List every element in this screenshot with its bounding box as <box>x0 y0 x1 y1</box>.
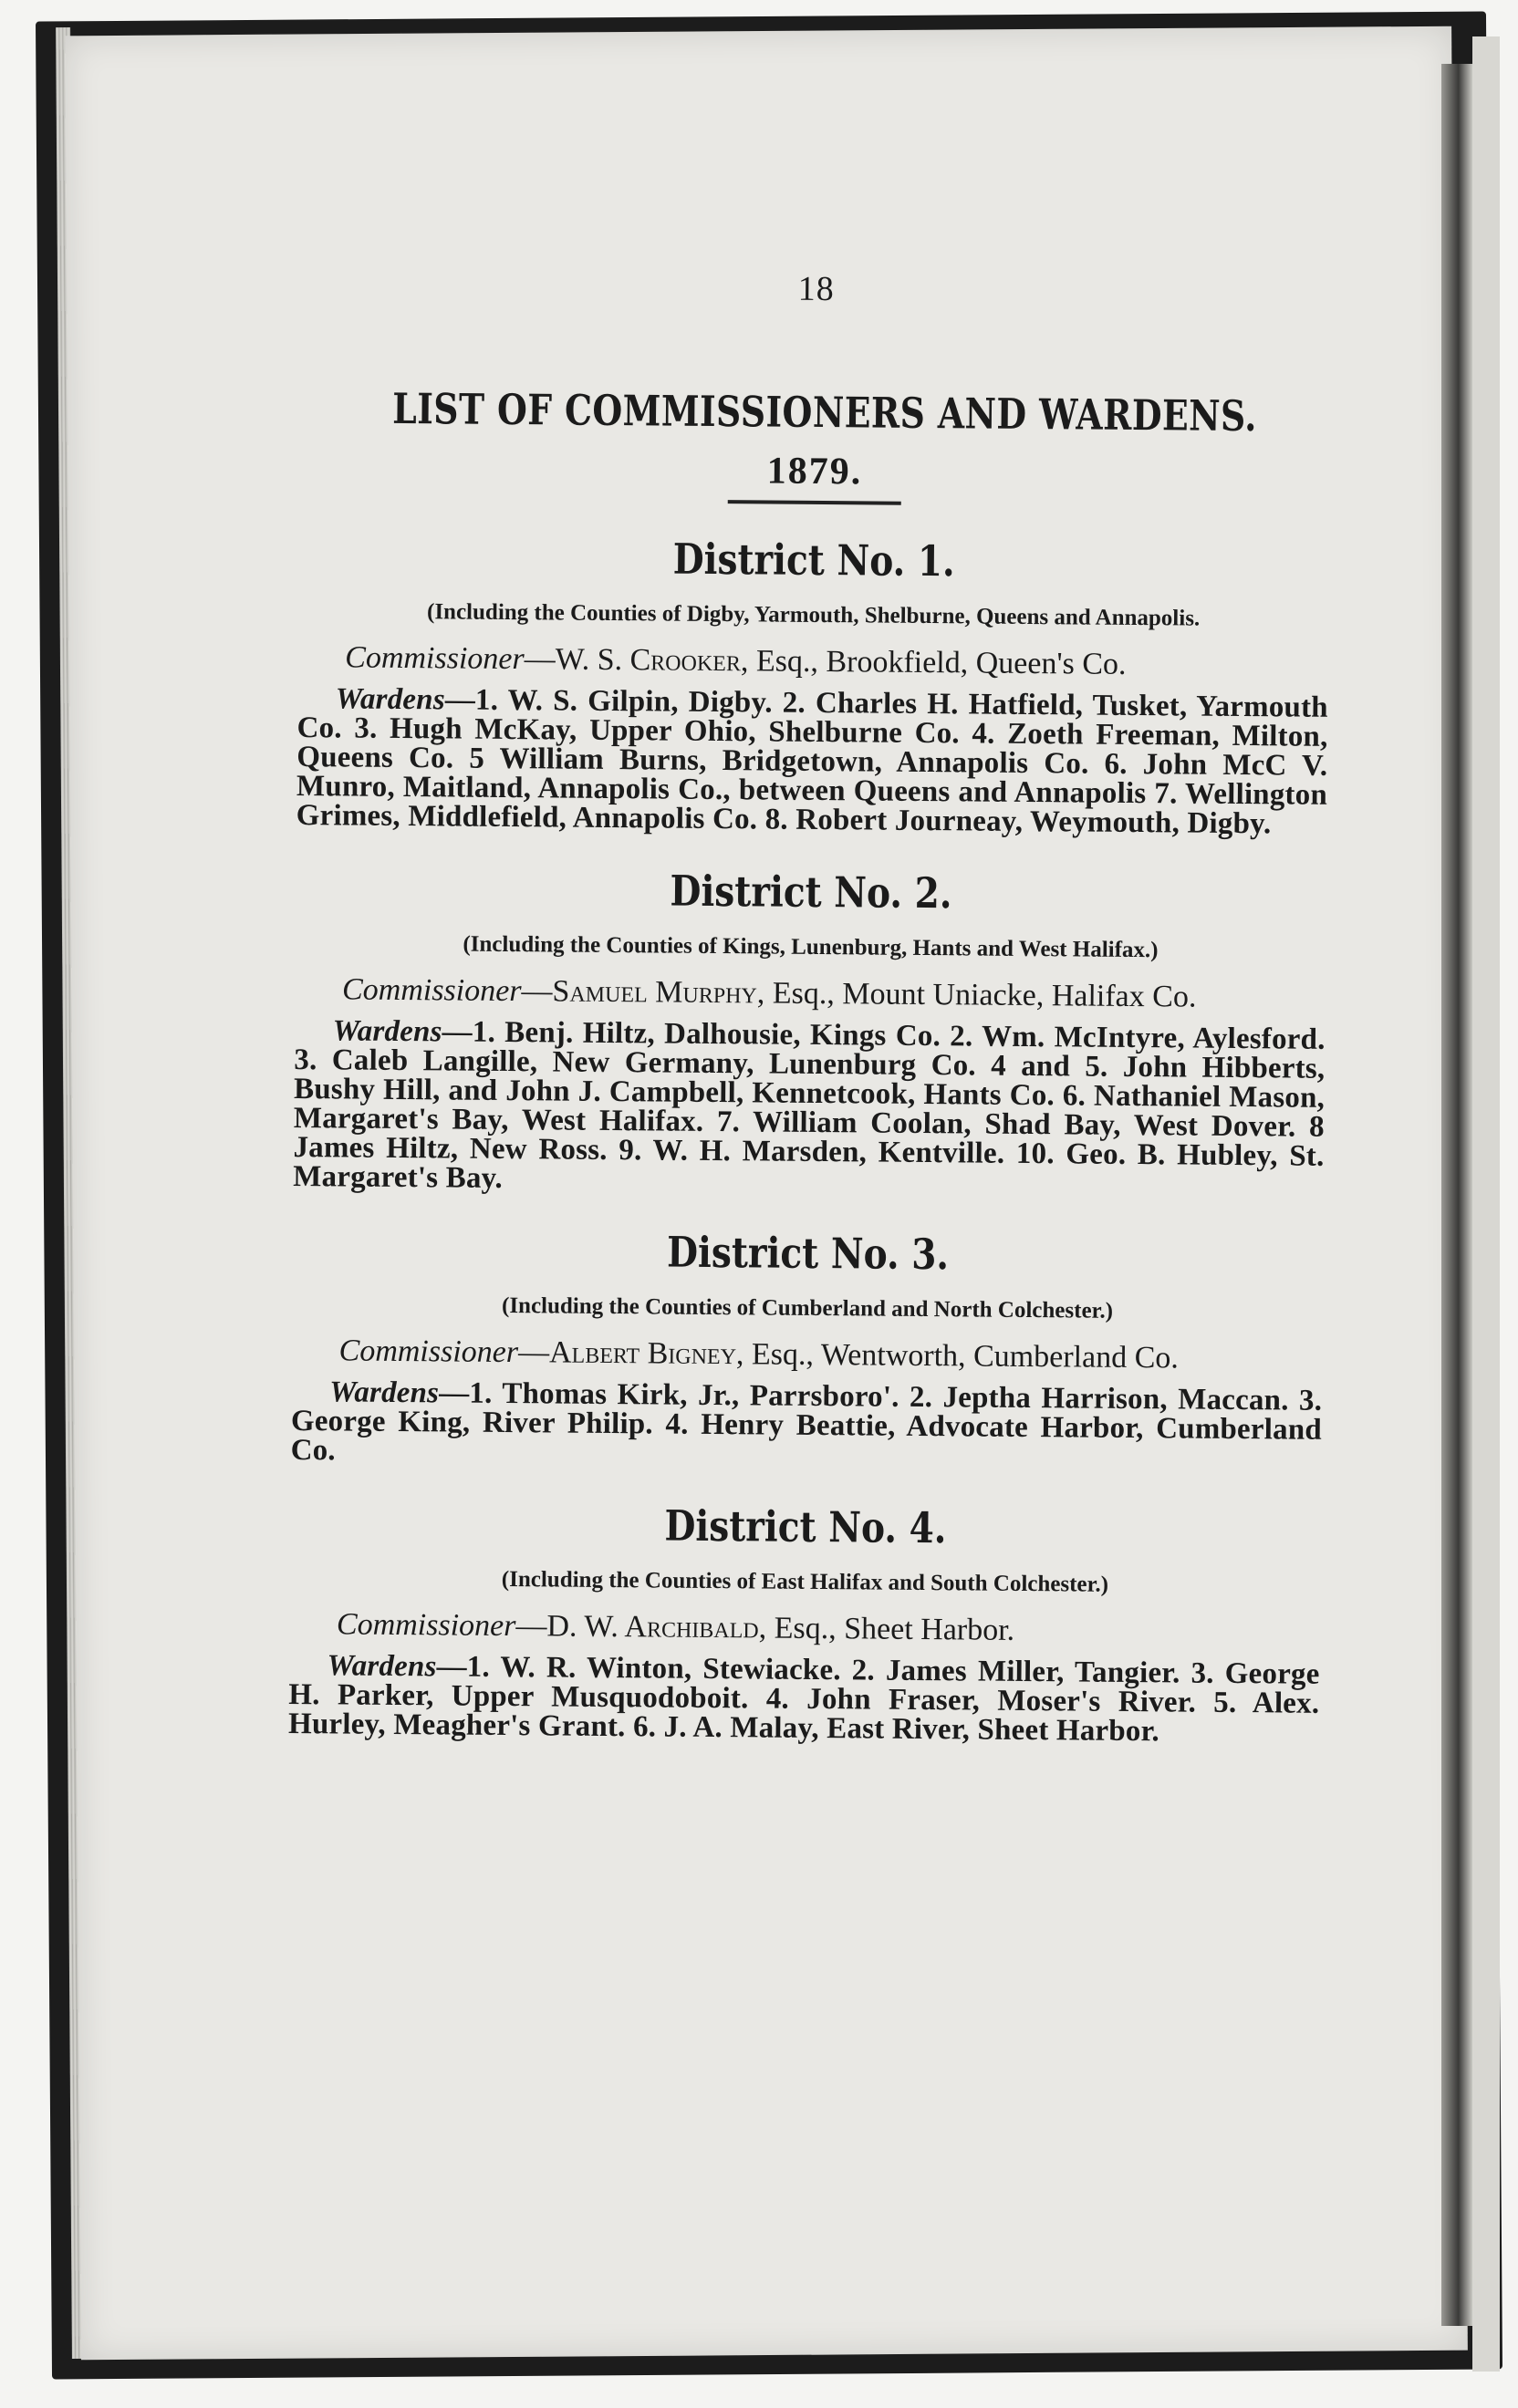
commissioner-details: , Esq., Brookfield, Queen's Co. <box>740 644 1127 681</box>
district-heading: District No. 1. <box>672 534 955 586</box>
commissioner-name: Samuel Murphy <box>552 974 758 1011</box>
district-counties: (Including the Counties of East Halifax and South Colchester.) <box>501 1566 1109 1597</box>
facing-page-edge <box>1472 36 1500 2372</box>
wardens-list: —1. Thomas Kirk, Jr., Parrsboro'. 2. Jeptha Harrison, Maccan. 3. George King, River Philip. 4. Henry Beattie, Advocate Harbor, Cumberland Co. <box>290 1376 1323 1468</box>
wardens-paragraph <box>291 1377 1323 1474</box>
wardens-role: Wardens <box>327 1649 437 1684</box>
commissioner-name: D. W. Archibald <box>546 1609 759 1645</box>
wardens-paragraph <box>288 1651 1320 1748</box>
district-heading: District No. 2. <box>670 866 952 919</box>
page-title: LIST OF COMMISSIONERS AND WARDENS. <box>392 383 1258 441</box>
district-counties: (Including the Counties of Cumberland and North Colchester.) <box>501 1292 1114 1323</box>
wardens-role: Wardens <box>329 1375 440 1410</box>
commissioner-role: Commissioner <box>336 1607 516 1644</box>
district-counties: (Including the Counties of Kings, Lunenburg, Hants and West Halifax.) <box>463 931 1159 963</box>
title-rule <box>728 500 901 505</box>
district-section <box>288 1498 1321 1748</box>
district-heading: District No. 3. <box>666 1227 950 1280</box>
commissioner-details: , Esq., Sheet Harbor. <box>758 1611 1015 1647</box>
district-counties: (Including the Counties of Digby, Yarmouth, Shelburne, Queens and Annapolis. <box>426 599 1201 631</box>
wardens-role: Wardens <box>335 682 445 717</box>
district-heading: District No. 4. <box>664 1500 947 1553</box>
commissioner-line: Commissioner—Samuel Murphy, Esq., Mount Uniacke, Halifax Co. <box>341 972 1197 1014</box>
commissioner-role: Commissioner <box>341 972 522 1009</box>
district-section <box>296 531 1330 839</box>
district-section <box>291 1224 1324 1474</box>
page-number: 18 <box>797 269 835 309</box>
wardens-paragraph <box>296 684 1328 839</box>
district-section <box>293 863 1326 1200</box>
book-gutter <box>1441 64 1472 2326</box>
commissioner-name: W. S. Crooker <box>555 642 742 679</box>
commissioner-line: Commissioner—Albert Bigney, Esq., Wentworth, Cumberland Co. <box>338 1334 1180 1375</box>
year-heading: 1879. <box>766 450 863 493</box>
page-content <box>288 265 1332 1780</box>
commissioner-details: , Esq., Wentworth, Cumberland Co. <box>735 1337 1180 1375</box>
wardens-paragraph <box>293 1016 1326 1200</box>
wardens-list: —1. W. S. Gilpin, Digby. 2. Charles H. Hatfield, Tusket, Yarmouth Co. 3. Hugh McKay, Upper Ohio, Shelburne Co. 4. Zoeth Freeman, Milton, Queens Co. 5 William Burns, Bridgetown, Annapolis Co. 6. John McC V. Munro, Maitland, Annapolis Co., between Queens and Annapolis 7. Wellington Grimes, Middlefield, Annapolis Co. 8. Robert Journeay, Weymouth, Digby. <box>296 683 1328 841</box>
commissioner-role: Commissioner <box>338 1334 519 1370</box>
commissioner-role: Commissioner <box>345 640 525 677</box>
wardens-list: —1. Benj. Hiltz, Dalhousie, Kings Co. 2. Wm. McIntyre, Aylesford. 3. Caleb Langille, New Germany, Lunenburg Co. 4 and 5. John Hibberts, Bushy Hill, and John J. Campbell, Kennetcook, Hants Co. 6. Nathaniel Mason, Margaret's Bay, West Halifax. 7. William Coolan, Shad Bay, West Dover. 8 James Hiltz, New Ross. 9. W. H. Marsden, Kentville. 10. Geo. B. Hubley, St. Margaret's Bay. <box>293 1015 1326 1195</box>
wardens-list: —1. W. R. Winton, Stewiacke. 2. James Miller, Tangier. 3. George H. Parker, Upper Musquodoboit. 4. John Fraser, Moser's River. 5. Alex. Hurley, Meagher's Grant. 6. J. A. Malay, East River, Sheet Harbor. <box>287 1650 1320 1749</box>
commissioner-name: Albert Bigney <box>548 1335 737 1372</box>
commissioner-details: , Esq., Mount Uniacke, Halifax Co. <box>756 976 1197 1014</box>
wardens-role: Wardens <box>332 1014 442 1049</box>
commissioner-line: Commissioner—D. W. Archibald, Esq., Sheet Harbor. <box>336 1607 1015 1647</box>
commissioner-line: Commissioner—W. S. Crooker, Esq., Brookfield, Queen's Co. <box>345 640 1127 681</box>
